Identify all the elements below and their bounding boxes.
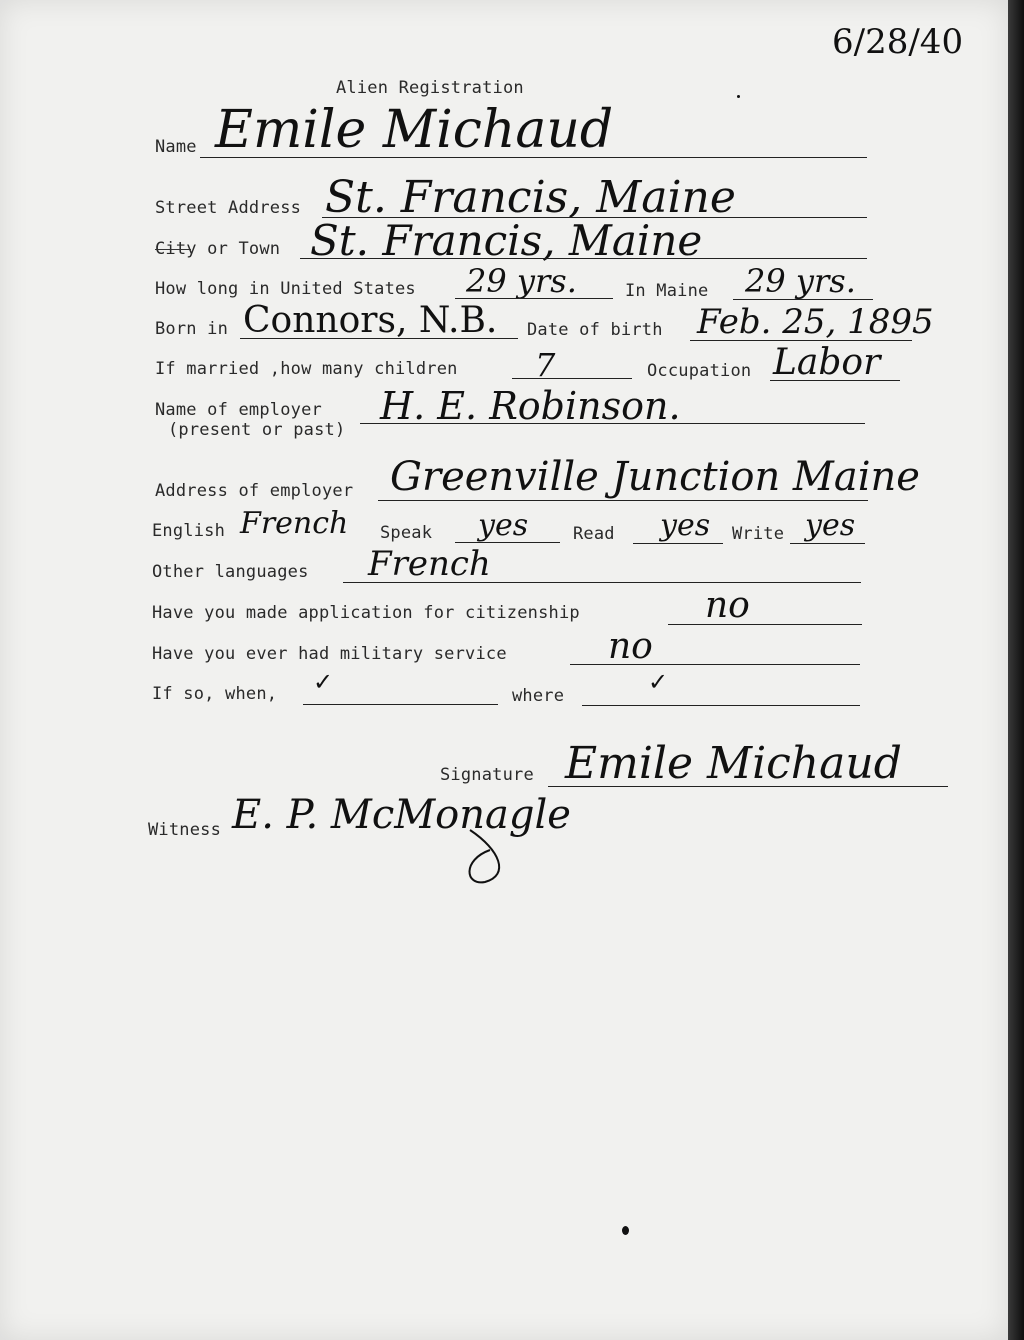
rule-other-languages xyxy=(343,582,861,583)
label-speak: Speak xyxy=(380,523,433,543)
value-name: Emile Michaud xyxy=(215,100,614,160)
value-read: yes xyxy=(660,508,711,543)
value-city-or-town: St. Francis, Maine xyxy=(310,216,703,265)
scan-speck xyxy=(622,1226,629,1235)
value-years-maine: 29 yrs. xyxy=(745,262,856,300)
label-other-languages: Other languages xyxy=(152,562,309,582)
label-street-address: Street Address xyxy=(155,198,302,218)
strikethrough-city xyxy=(155,249,191,250)
rule-city-or-town xyxy=(300,258,867,259)
label-if-married: If married ,how many children xyxy=(155,359,458,379)
label-english: English xyxy=(152,521,226,541)
value-military-service: no xyxy=(608,626,653,667)
rule-occupation xyxy=(770,380,900,381)
rule-military-service xyxy=(570,664,860,665)
label-write: Write xyxy=(732,524,785,544)
value-occupation: Labor xyxy=(773,342,881,383)
label-how-long-us: How long in United States xyxy=(155,279,416,299)
form-title: Alien Registration xyxy=(336,78,524,98)
value-born-in: Connors, N.B. xyxy=(243,300,498,341)
label-occupation: Occupation xyxy=(647,361,752,381)
rule-signature xyxy=(548,786,948,787)
value-street-address: St. Francis, Maine xyxy=(325,172,736,223)
label-in-maine: In Maine xyxy=(625,281,709,301)
value-years-us: 29 yrs. xyxy=(466,262,577,300)
value-employer-address: Greenville Junction Maine xyxy=(390,454,920,500)
label-military-service: Have you ever had military service xyxy=(152,644,507,664)
label-name: Name xyxy=(155,137,197,157)
rule-when xyxy=(303,704,498,705)
rule-speak xyxy=(455,542,560,543)
value-english: French xyxy=(240,506,349,541)
value-signature: Emile Michaud xyxy=(565,738,902,789)
label-if-so-when: If so, when, xyxy=(152,684,278,704)
label-read: Read xyxy=(573,524,615,544)
label-citizenship: Have you made application for citizenship xyxy=(152,603,580,623)
rule-where xyxy=(582,705,860,706)
label-city-or-town: City or Town xyxy=(155,239,281,259)
label-signature: Signature xyxy=(440,765,534,785)
value-speak: yes xyxy=(478,508,529,543)
witness-signature-flourish xyxy=(440,820,560,890)
value-date-of-birth: Feb. 25, 1895 xyxy=(697,302,934,342)
value-citizenship: no xyxy=(705,585,750,626)
label-present-or-past: (present or past) xyxy=(168,420,346,440)
stamp-date: 6/28/40 xyxy=(832,22,964,62)
rule-name xyxy=(200,157,867,158)
rule-employer-address xyxy=(378,500,868,501)
rule-employer xyxy=(360,423,865,424)
value-where: ✓ xyxy=(648,668,669,696)
value-employer: H. E. Robinson. xyxy=(380,384,681,428)
label-witness: Witness xyxy=(148,820,222,840)
scan-speck xyxy=(737,95,740,98)
rule-born-in xyxy=(240,338,518,339)
value-witness: E. P. McMonagle xyxy=(232,792,571,838)
value-children: 7 xyxy=(535,346,556,384)
rule-children xyxy=(512,378,632,379)
label-address-of-employer: Address of employer xyxy=(155,481,354,501)
label-name-of-employer: Name of employer xyxy=(155,400,322,420)
rule-years-us xyxy=(455,298,613,299)
rule-citizenship xyxy=(668,624,862,625)
rule-read xyxy=(633,543,723,544)
scan-edge xyxy=(1008,0,1024,1340)
label-date-of-birth: Date of birth xyxy=(527,320,663,340)
label-born-in: Born in xyxy=(155,319,229,339)
value-other-languages: French xyxy=(368,544,491,584)
value-when: ✓ xyxy=(313,668,334,696)
rule-write xyxy=(790,543,865,544)
label-where: where xyxy=(512,686,565,706)
value-write: yes xyxy=(805,508,856,543)
rule-years-maine xyxy=(733,299,873,300)
rule-date-of-birth xyxy=(690,340,912,341)
